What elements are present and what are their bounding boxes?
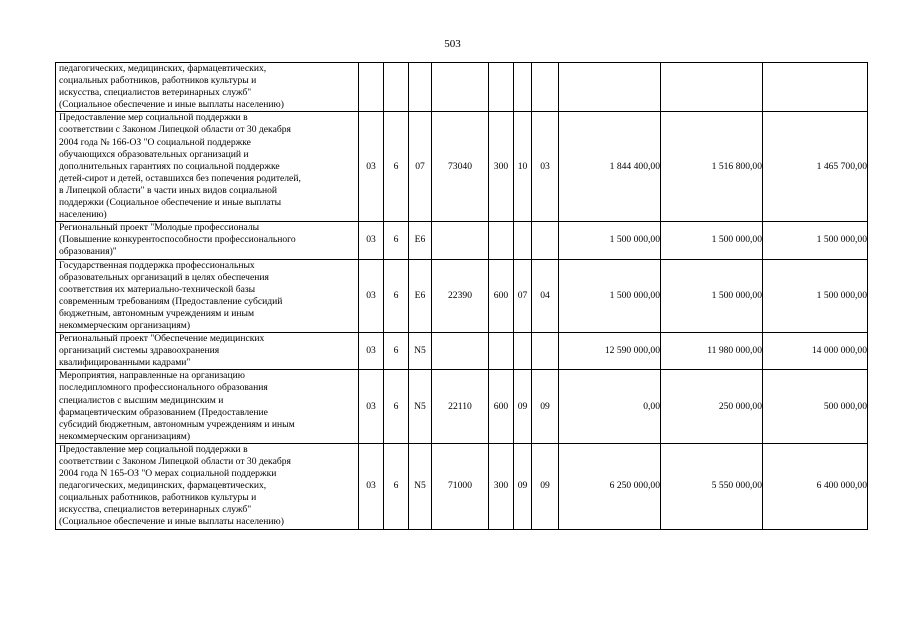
table-row [56, 333, 868, 370]
table-row [56, 370, 868, 444]
amount-cell-3: 1 500 000,00 [763, 259, 868, 333]
budget-table [55, 62, 868, 530]
description-line: искусства, специалистов ветеринарных служб" [59, 504, 252, 516]
description-cell [56, 370, 359, 444]
description-line: Предоставление мер социальной поддержки в [59, 443, 248, 455]
code-cell-5 [489, 63, 514, 112]
description-line: бюджетным, автономным учреждениям и иным [59, 307, 255, 319]
description-line: субсидий бюджетным, автономным учреждениям и иным [59, 418, 295, 430]
description-line: обучающихся образовательных организаций и [59, 148, 249, 160]
code-cell-4 [432, 333, 489, 370]
description-line: Предоставление мер социальной поддержки в [59, 112, 248, 124]
description-line: Региональный проект "Молодые профессионалы [59, 222, 260, 234]
description-line: Мероприятия, направленные на организацию [59, 370, 245, 382]
code-cell-6: 09 [514, 370, 532, 444]
code-cell-4: 22390 [432, 259, 489, 333]
amount-cell-1: 1 500 000,00 [559, 259, 661, 333]
code-cell-7: 09 [532, 443, 559, 529]
amount-cell-3: 14 000 000,00 [763, 333, 868, 370]
code-cell-6: 10 [514, 112, 532, 222]
description-line: 2004 года N 165-ОЗ "О мерах социальной поддержки [59, 468, 277, 480]
description-line: соответствия их материально-технической базы [59, 283, 256, 295]
description-line: социальных работников, работников культуры и [59, 492, 257, 504]
code-cell-3: N5 [409, 370, 432, 444]
code-cell-2 [384, 63, 409, 112]
amount-cell-1 [559, 63, 661, 112]
description-line: педагогических, медицинских, фармацевтических, [59, 63, 267, 74]
code-cell-1: 03 [359, 259, 384, 333]
description-line: квалифицированными кадрами" [59, 357, 191, 369]
amount-cell-3: 1 500 000,00 [763, 222, 868, 259]
code-cell-7: 04 [532, 259, 559, 333]
description-line: Региональный проект "Обеспечение медицинских [59, 333, 265, 345]
code-cell-4 [432, 222, 489, 259]
description-line: Государственная поддержка профессиональных [59, 259, 255, 271]
amount-cell-1: 1 844 400,00 [559, 112, 661, 222]
code-cell-6 [514, 63, 532, 112]
code-cell-6 [514, 333, 532, 370]
description-line: (Социальное обеспечение и иные выплаты населению) [59, 99, 284, 111]
description-cell [56, 112, 359, 222]
description-line: современным требованиям (Предоставление субсидий [59, 295, 283, 307]
code-cell-1: 03 [359, 222, 384, 259]
code-cell-3: N5 [409, 443, 432, 529]
table-body [56, 63, 868, 530]
code-cell-5 [489, 222, 514, 259]
code-cell-7: 09 [532, 370, 559, 444]
description-cell [56, 333, 359, 370]
code-cell-1: 03 [359, 443, 384, 529]
code-cell-3 [409, 63, 432, 112]
description-line: последипломного профессионального образования [59, 382, 268, 394]
description-line: дополнительных гарантиях по социальной поддержке [59, 160, 280, 172]
amount-cell-2: 11 980 000,00 [661, 333, 763, 370]
amount-cell-2: 5 550 000,00 [661, 443, 763, 529]
table-row [56, 222, 868, 259]
code-cell-3: 07 [409, 112, 432, 222]
amount-cell-1: 6 250 000,00 [559, 443, 661, 529]
code-cell-2: 6 [384, 370, 409, 444]
code-cell-5: 300 [489, 112, 514, 222]
code-cell-5: 300 [489, 443, 514, 529]
code-cell-5: 600 [489, 370, 514, 444]
description-line: соответствии с Законом Липецкой области от 30 декабря [59, 456, 291, 467]
code-cell-1: 03 [359, 370, 384, 444]
description-line: (Социальное обеспечение и иные выплаты населению) [59, 516, 284, 528]
code-cell-3: N5 [409, 333, 432, 370]
code-cell-5: 600 [489, 259, 514, 333]
amount-cell-3: 500 000,00 [763, 370, 868, 444]
table-row [56, 63, 868, 112]
code-cell-4: 73040 [432, 112, 489, 222]
code-cell-6 [514, 222, 532, 259]
code-cell-7 [532, 63, 559, 112]
amount-cell-3: 1 465 700,00 [763, 112, 868, 222]
code-cell-2: 6 [384, 259, 409, 333]
amount-cell-1: 1 500 000,00 [559, 222, 661, 259]
description-cell [56, 63, 359, 112]
code-cell-1 [359, 63, 384, 112]
code-cell-4: 22110 [432, 370, 489, 444]
description-cell [56, 259, 359, 333]
description-line: искусства, специалистов ветеринарных служб" [59, 87, 252, 99]
code-cell-5 [489, 333, 514, 370]
code-cell-2: 6 [384, 443, 409, 529]
description-line: населению) [59, 209, 107, 221]
description-line: некоммерческим организациям) [59, 430, 191, 442]
amount-cell-2: 250 000,00 [661, 370, 763, 444]
description-line: 2004 года № 166-ОЗ "О социальной поддержке [59, 136, 251, 148]
description-line: поддержки (Социальное обеспечение и иные выплаты [59, 197, 282, 209]
description-cell [56, 443, 359, 529]
table-row [56, 259, 868, 333]
description-line: педагогических, медицинских, фармацевтических, [59, 480, 267, 492]
code-cell-1: 03 [359, 333, 384, 370]
table-row [56, 112, 868, 222]
code-cell-3: Е6 [409, 222, 432, 259]
amount-cell-2: 1 516 800,00 [661, 112, 763, 222]
description-line: специалистов с высшим медицинским и [59, 394, 224, 406]
description-line: детей-сирот и детей, оставшихся без попечения родителей, [59, 172, 301, 184]
code-cell-7 [532, 333, 559, 370]
amount-cell-3: 6 400 000,00 [763, 443, 868, 529]
table-row [56, 443, 868, 529]
code-cell-2: 6 [384, 222, 409, 259]
amount-cell-1: 0,00 [559, 370, 661, 444]
amount-cell-1: 12 590 000,00 [559, 333, 661, 370]
amount-cell-2: 1 500 000,00 [661, 222, 763, 259]
description-line: образовательных организаций в целях обеспечения [59, 271, 269, 283]
code-cell-2: 6 [384, 333, 409, 370]
amount-cell-2: 1 500 000,00 [661, 259, 763, 333]
code-cell-2: 6 [384, 112, 409, 222]
code-cell-3: Е6 [409, 259, 432, 333]
description-line: некоммерческим организациям) [59, 319, 191, 331]
code-cell-1: 03 [359, 112, 384, 222]
description-line: образования)" [59, 246, 117, 258]
description-line: в Липецкой области" в части иных видов социальной [59, 184, 278, 196]
amount-cell-2 [661, 63, 763, 112]
amount-cell-3 [763, 63, 868, 112]
code-cell-6: 07 [514, 259, 532, 333]
code-cell-7 [532, 222, 559, 259]
code-cell-6: 09 [514, 443, 532, 529]
description-line: фармацевтическим образованием (Предоставление [59, 406, 268, 418]
description-line: социальных работников, работников культуры и [59, 75, 257, 87]
description-line: соответствии с Законом Липецкой области от 30 декабря [59, 124, 291, 136]
code-cell-7: 03 [532, 112, 559, 222]
code-cell-4: 71000 [432, 443, 489, 529]
code-cell-4 [432, 63, 489, 112]
description-cell [56, 222, 359, 259]
description-line: организаций системы здравоохранения [59, 345, 220, 357]
page-number: 503 [444, 38, 461, 50]
description-line: (Повышение конкурентоспособности профессионального [59, 234, 296, 246]
